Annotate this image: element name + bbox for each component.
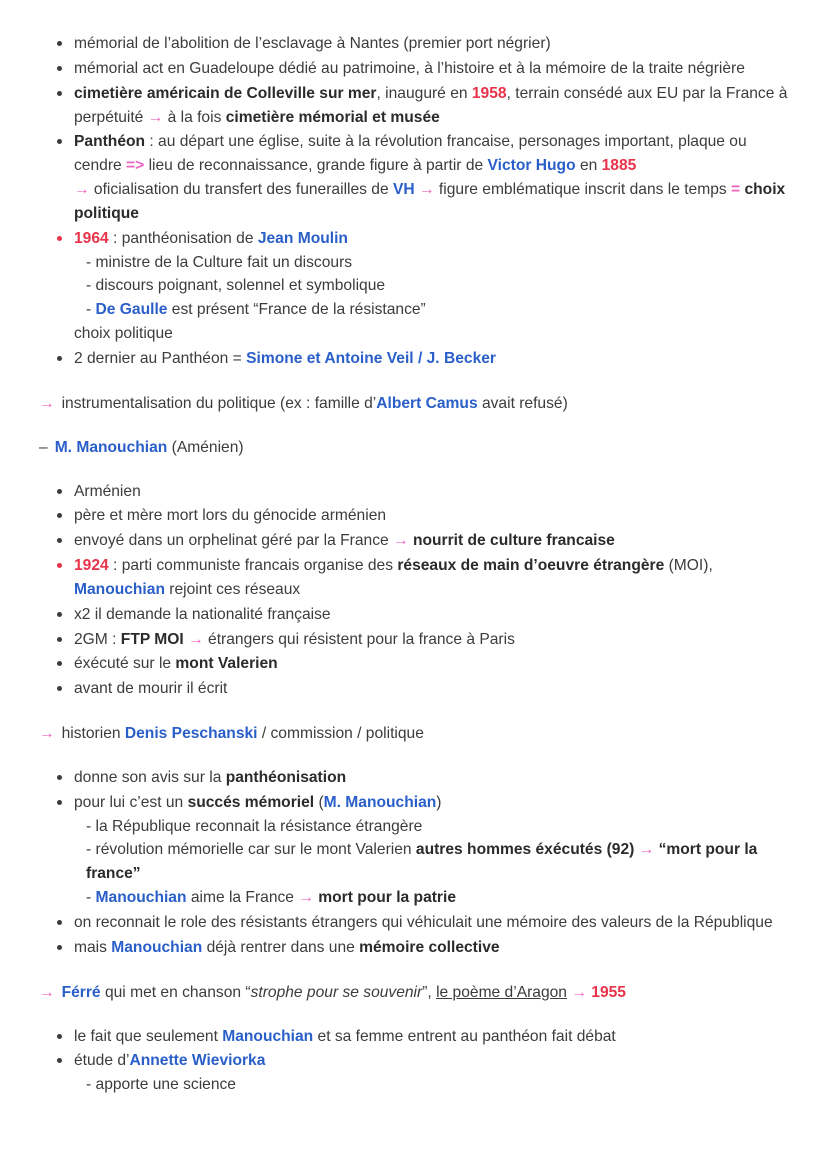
item-text: : parti communiste francais organise des: [108, 557, 398, 575]
sub-item: [74, 298, 792, 322]
list-item: [36, 791, 792, 910]
name-jean-moulin: Jean Moulin: [257, 229, 348, 247]
list-item: [36, 347, 792, 371]
list-item: [36, 480, 792, 504]
sub-item: [74, 838, 792, 886]
sub-item: - la République reconnait la résistance étrangère: [86, 817, 423, 835]
term-mont-valerien: mont Valerien: [175, 655, 278, 673]
spacer: [36, 702, 792, 722]
item-text: mémorial de l’abolition de l’esclavage à Nantes (premier port négrier): [74, 35, 551, 52]
term-colleville: cimetière américain de Colleville sur mer: [74, 84, 377, 102]
item-text: (MOI),: [664, 557, 713, 575]
date-1955: 1955: [591, 983, 626, 1001]
date-1964: 1964: [74, 229, 109, 247]
note-historien: [36, 722, 792, 746]
date-1958: 1958: [471, 84, 507, 102]
list-item: [36, 504, 792, 528]
term-nourrit-culture: nourrit de culture francaise: [412, 532, 615, 550]
item-text: 2 dernier au Panthéon =: [74, 349, 247, 367]
name-ferre: Férré: [61, 983, 101, 1001]
analysis-list: [36, 766, 792, 960]
date-1924: 1924: [74, 557, 109, 575]
item-text: (: [314, 793, 324, 811]
item-text: on reconnait le role des résistants étrangers qui véhiculait une mémoire des valeurs de la République: [74, 914, 773, 931]
sub-item: - ministre de la Culture fait un discours: [86, 253, 353, 271]
list-item: [36, 677, 792, 701]
term-succes-memoriel: succés mémoriel: [187, 793, 315, 811]
note-ferre: [36, 981, 792, 1005]
name-annette-wieviorka: Annette Wieviorka: [129, 1052, 266, 1070]
spacer: [36, 372, 792, 392]
list-item: [36, 603, 792, 627]
item-text: 2GM :: [74, 630, 121, 648]
item-text: , inauguré en: [376, 84, 472, 102]
item-text: ): [436, 793, 442, 811]
name-m-manouchian: M. Manouchian: [323, 793, 437, 811]
item-text: figure emblématique inscrit dans le temps: [434, 181, 732, 199]
heading-manouchian: [36, 436, 792, 460]
spacer: [36, 460, 792, 480]
list-item: [36, 57, 792, 81]
biography-list: [36, 480, 792, 702]
sub-item: - apporte une science: [86, 1076, 236, 1094]
term-cimetiere-musee: cimetière mémorial et musée: [225, 108, 440, 126]
arrow-icon: →: [39, 394, 55, 412]
item-text: , terrain consédé aux EU par la France à perpétuité: [74, 84, 788, 126]
term-reseaux-moi: réseaux de main d’oeuvre étrangère: [397, 557, 665, 575]
lead-text: avait refusé): [477, 394, 568, 412]
item-text: lieu de reconnaissance, grande figure à partir de: [144, 157, 488, 175]
item-text: : panthéonisation de: [108, 229, 258, 247]
item-text: envoyé dans un orphelinat géré par la France: [74, 532, 394, 550]
note-instrumentalisation: [36, 392, 792, 416]
term-ftp-moi: FTP MOI: [120, 630, 184, 648]
sub-item-text: aime la France: [186, 889, 299, 907]
name-manouchian: Manouchian: [74, 580, 165, 598]
item-text: éxécuté sur le: [74, 655, 176, 673]
item-text: et sa femme entrent au panthéon fait débat: [313, 1027, 616, 1045]
item-text: le fait que seulement: [74, 1027, 223, 1045]
arrow-icon: →: [147, 108, 164, 126]
lead-text: historien: [61, 725, 125, 743]
arrow-icon: →: [39, 983, 55, 1001]
sub-item: [74, 886, 792, 910]
poem-reference: le poème d’Aragon: [436, 983, 567, 1001]
dash: -: [86, 889, 96, 907]
arrow-icon: →: [74, 181, 90, 199]
item-text: déjà rentrer dans une: [202, 938, 360, 956]
name-m-manouchian: M. Manouchian: [54, 438, 168, 456]
term-pantheon: Panthéon: [74, 133, 146, 151]
sub-item: - discours poignant, solennel et symbolique: [86, 277, 386, 295]
spacer: [36, 1005, 792, 1025]
item-text: étrangers qui résistent pour la france à Paris: [203, 630, 515, 648]
name-de-gaulle: De Gaulle: [95, 301, 168, 319]
arrow-icon: →: [393, 532, 409, 550]
name-vh: VH: [392, 181, 415, 199]
arrow-icon: →: [39, 725, 55, 743]
item-text: donne son avis sur la: [74, 768, 226, 786]
item-text: rejoint ces réseaux: [164, 580, 301, 598]
list-item: [36, 554, 792, 602]
term-pantheonisation: panthéonisation: [225, 768, 347, 786]
heading-suffix: (Aménien): [167, 438, 244, 456]
implies-icon: =>: [126, 157, 145, 175]
list-item: [36, 766, 792, 790]
dash: -: [86, 301, 96, 319]
term-autres-hommes: autres hommes éxécutés (92): [415, 841, 639, 859]
item-text: Arménien: [74, 482, 141, 500]
name-victor-hugo: Victor Hugo: [487, 157, 576, 175]
item-text: pour lui c’est un: [74, 793, 188, 811]
lead-text: / commission / politique: [257, 725, 424, 743]
item-text: x2 il demande la nationalité française: [74, 605, 331, 623]
arrow-icon: →: [188, 630, 204, 648]
date-1885: 1885: [601, 157, 637, 175]
memorials-list: [36, 32, 792, 371]
term-memoire-collective: mémoire collective: [359, 938, 500, 956]
item-text: en: [575, 157, 602, 175]
sub-item-text: est présent “France de la résistance”: [167, 301, 426, 319]
item-text: père et mère mort lors du génocide arménien: [74, 507, 387, 525]
list-item: [36, 1049, 792, 1097]
sub-item: choix politique: [74, 325, 173, 343]
dash-icon: –: [39, 438, 48, 456]
list-item: [36, 936, 792, 960]
list-item: [36, 32, 792, 56]
list-item: [36, 82, 792, 130]
term-choix-politique: choix politique: [74, 181, 786, 222]
list-item: [36, 227, 792, 346]
sub-item-text: - révolution mémorielle car sur le mont Valerien: [86, 841, 416, 859]
item-text: étude d’: [74, 1052, 130, 1070]
name-manouchian: Manouchian: [111, 938, 203, 956]
list-item: [36, 652, 792, 676]
item-text: oficialisation du transfert des funerailles de: [89, 181, 393, 199]
spacer: [36, 416, 792, 436]
spacer: [36, 961, 792, 981]
name-albert-camus: Albert Camus: [376, 394, 478, 412]
list-item: [36, 911, 792, 935]
arrow-icon: →: [419, 181, 435, 199]
term-mort-pour-la-france: “mort pour la france”: [86, 841, 758, 883]
names-veil-becker: Simone et Antoine Veil / J. Becker: [246, 349, 496, 367]
lead-text: instrumentalisation du politique (ex : famille d’: [61, 394, 377, 412]
lead-text: ”,: [422, 983, 437, 1001]
list-item: [36, 628, 792, 652]
equals-icon: =: [731, 181, 741, 199]
arrow-icon: →: [298, 889, 314, 907]
song-title: strophe pour se souvenir: [250, 983, 423, 1001]
item-text: mémorial act en Guadeloupe dédié au patrimoine, à l’histoire et à la mémoire de la traite négrière: [74, 59, 745, 77]
name-manouchian: Manouchian: [95, 889, 187, 907]
lead-text: qui met en chanson “: [100, 983, 251, 1001]
term-mort-pour-la-patrie: mort pour la patrie: [313, 889, 457, 907]
list-item: [36, 1025, 792, 1049]
arrow-icon: →: [571, 983, 587, 1001]
name-manouchian: Manouchian: [222, 1027, 314, 1045]
item-text: mais: [74, 938, 112, 956]
arrow-icon: →: [638, 841, 655, 859]
item-text: à la fois: [163, 108, 226, 126]
list-item: [36, 529, 792, 553]
debate-list: [36, 1025, 792, 1098]
item-text: avant de mourir il écrit: [74, 680, 228, 698]
item-text: : au départ une église, suite à la révolution francaise, personages important, plaque ou cendre: [74, 133, 747, 175]
spacer: [36, 746, 792, 766]
list-item: [36, 130, 792, 225]
name-denis-peschanski: Denis Peschanski: [124, 725, 258, 743]
